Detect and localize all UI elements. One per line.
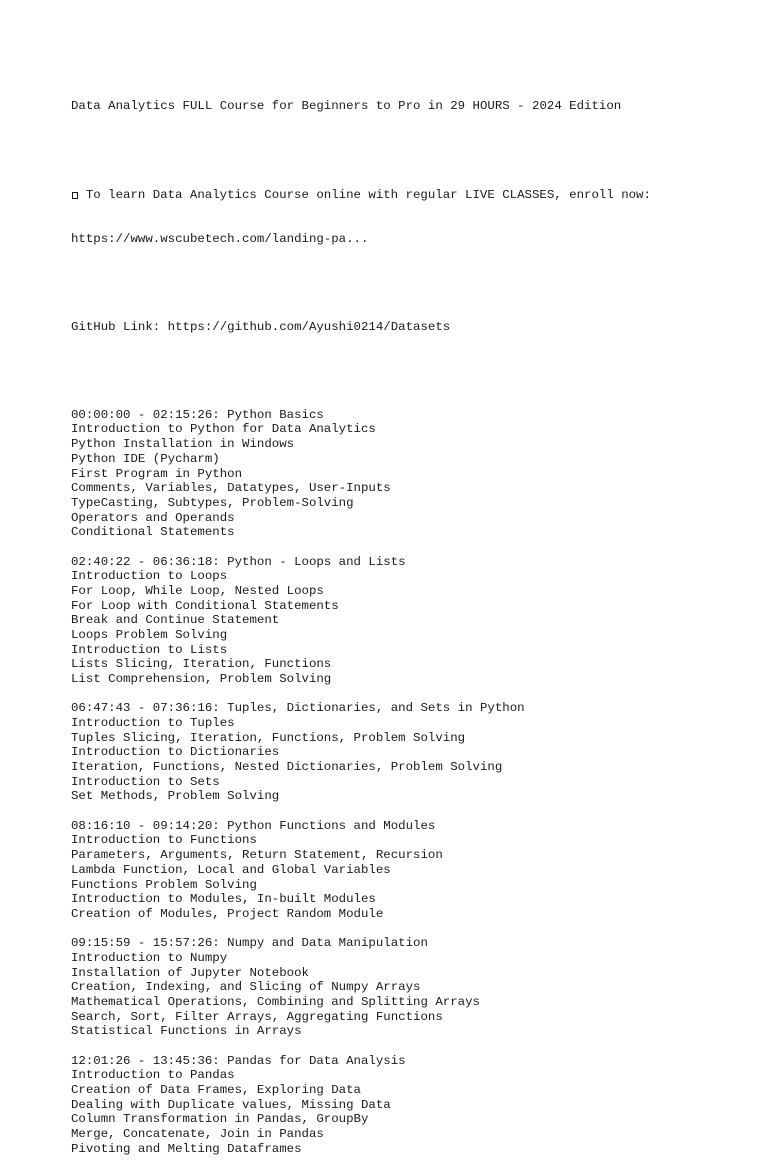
course-section bbox=[71, 408, 751, 555]
section-topic: Introduction to Dictionaries bbox=[71, 745, 280, 760]
section-topic: Lambda Function, Local and Global Variables bbox=[71, 862, 391, 877]
document-page bbox=[71, 70, 751, 1171]
section-heading: 00:00:00 - 02:15:26: Python Basics bbox=[71, 407, 324, 422]
section-topic: Creation of Data Frames, Exploring Data bbox=[71, 1082, 361, 1097]
course-sections bbox=[71, 408, 751, 1157]
section-topic: Introduction to Python for Data Analytics bbox=[71, 422, 376, 437]
spacer bbox=[71, 276, 751, 291]
spacer bbox=[71, 687, 751, 702]
section-topic: Introduction to Lists bbox=[71, 642, 228, 657]
section-topic: Python IDE (Pycharm) bbox=[71, 451, 220, 466]
section-topic: Search, Sort, Filter Arrays, Aggregating Functions bbox=[71, 1009, 443, 1024]
promo-link: https://www.wscubetech.com/landing-pa... bbox=[71, 231, 369, 246]
section-topic: Dealing with Duplicate values, Missing Data bbox=[71, 1097, 391, 1112]
github-link-line: GitHub Link: https://github.com/Ayushi0214/Datasets bbox=[71, 319, 451, 334]
spacer bbox=[71, 804, 751, 819]
section-topic: Tuples Slicing, Iteration, Functions, Problem Solving bbox=[71, 730, 466, 745]
section-topic: Conditional Statements bbox=[71, 525, 235, 540]
section-topic: Merge, Concatenate, Join in Pandas bbox=[71, 1127, 324, 1141]
spacer bbox=[71, 922, 751, 937]
section-topic: For Loop, While Loop, Nested Loops bbox=[71, 583, 324, 598]
promo-line bbox=[71, 188, 751, 203]
section-topic: Creation of Modules, Project Random Module bbox=[71, 906, 384, 921]
spacer bbox=[71, 364, 751, 379]
section-topic: Column Transformation in Pandas, GroupBy bbox=[71, 1112, 369, 1127]
section-topic: Introduction to Loops bbox=[71, 569, 228, 584]
section-topic: Mathematical Operations, Combining and Splitting Arrays bbox=[71, 994, 480, 1009]
section-heading: 06:47:43 - 07:36:16: Tuples, Dictionaries, and Sets in Python bbox=[71, 701, 525, 716]
document-title: Data Analytics FULL Course for Beginners to Pro in 29 HOURS - 2024 Edition bbox=[71, 99, 622, 114]
course-section bbox=[71, 1054, 751, 1157]
course-section bbox=[71, 555, 751, 702]
section-topic: Lists Slicing, Iteration, Functions bbox=[71, 657, 332, 672]
spacer bbox=[71, 144, 751, 159]
course-section bbox=[71, 936, 751, 1053]
course-section bbox=[71, 819, 751, 936]
spacer bbox=[71, 1039, 751, 1054]
promo-text: To learn Data Analytics Course online with regular LIVE CLASSES, enroll now: bbox=[78, 187, 651, 202]
section-topic: Introduction to Pandas bbox=[71, 1068, 235, 1083]
section-topic: Introduction to Tuples bbox=[71, 716, 235, 731]
section-heading: 09:15:59 - 15:57:26: Numpy and Data Manipulation bbox=[71, 936, 428, 951]
section-topic: Introduction to Numpy bbox=[71, 950, 228, 965]
course-section bbox=[71, 701, 751, 818]
section-topic: Python Installation in Windows bbox=[71, 437, 295, 452]
section-topic: Parameters, Arguments, Return Statement, Recursion bbox=[71, 848, 443, 863]
section-topic: Installation of Jupyter Notebook bbox=[71, 965, 309, 980]
section-topic: List Comprehension, Problem Solving bbox=[71, 672, 332, 687]
section-topic: Pivoting and Melting Dataframes bbox=[71, 1141, 302, 1156]
section-topic: Creation, Indexing, and Slicing of Numpy Arrays bbox=[71, 980, 421, 995]
section-topic: Introduction to Modules, In-built Modules bbox=[71, 892, 376, 907]
spacer bbox=[71, 540, 751, 555]
section-heading: 08:16:10 - 09:14:20: Python Functions and Modules bbox=[71, 818, 436, 833]
section-topic: Loops Problem Solving bbox=[71, 628, 228, 642]
section-topic: Operators and Operands bbox=[71, 510, 235, 525]
section-topic: Introduction to Functions bbox=[71, 833, 257, 848]
section-topic: Set Methods, Problem Solving bbox=[71, 789, 280, 804]
section-topic: Comments, Variables, Datatypes, User-Inputs bbox=[71, 481, 391, 496]
bullet-icon bbox=[71, 190, 78, 199]
section-heading: 02:40:22 - 06:36:18: Python - Loops and Lists bbox=[71, 554, 406, 569]
section-heading: 12:01:26 - 13:45:36: Pandas for Data Analysis bbox=[71, 1053, 406, 1068]
section-topic: Introduction to Sets bbox=[71, 774, 220, 789]
section-topic: Iteration, Functions, Nested Dictionaries, Problem Solving bbox=[71, 760, 503, 775]
section-topic: Functions Problem Solving bbox=[71, 877, 257, 892]
section-topic: First Program in Python bbox=[71, 466, 243, 481]
section-topic: Break and Continue Statement bbox=[71, 613, 280, 628]
section-topic: TypeCasting, Subtypes, Problem-Solving bbox=[71, 495, 354, 510]
section-topic: For Loop with Conditional Statements bbox=[71, 598, 339, 613]
section-topic: Statistical Functions in Arrays bbox=[71, 1024, 302, 1039]
